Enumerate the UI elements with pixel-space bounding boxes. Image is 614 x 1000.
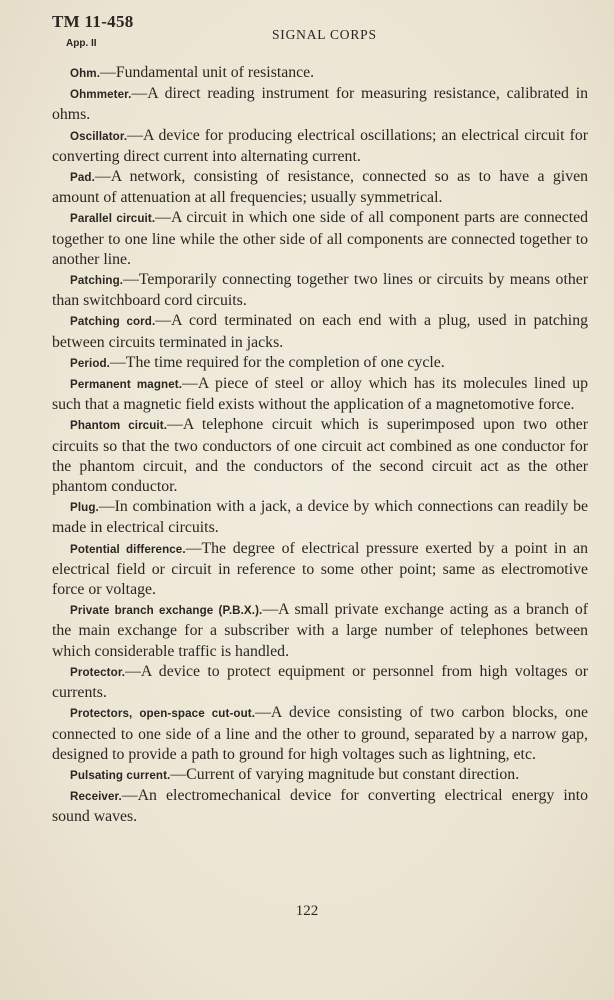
glossary-entry bbox=[52, 415, 588, 497]
glossary-entry bbox=[52, 353, 588, 374]
glossary-term: Receiver. bbox=[70, 790, 122, 804]
glossary-definition: The degree of electrical pressure exerted by a point in an electrical field or circuit in reference to some other point; same as electromotive force or voltage. bbox=[52, 539, 588, 599]
glossary-definition: The time required for the completion of one cycle. bbox=[125, 353, 445, 371]
glossary-entry bbox=[52, 600, 588, 662]
em-dash: — bbox=[155, 312, 172, 330]
glossary-entry bbox=[52, 374, 588, 415]
em-dash: — bbox=[182, 375, 198, 393]
glossary-definition: A network, consisting of resistance, connected so as to have a given amount of attenuation at all frequencies; usually symmetrical. bbox=[52, 168, 588, 207]
glossary-entry bbox=[52, 84, 588, 125]
em-dash: — bbox=[167, 416, 183, 434]
glossary-term: Ohm. bbox=[70, 67, 101, 80]
em-dash: — bbox=[131, 85, 148, 103]
glossary-definition: Temporarily connecting together two lines or circuits by means other than switchboard cord circuits. bbox=[52, 271, 588, 310]
em-dash: — bbox=[155, 209, 171, 227]
glossary-term: Private branch exchange (P.B.X.). bbox=[70, 604, 263, 618]
em-dash: — bbox=[98, 498, 115, 516]
glossary-entry bbox=[52, 539, 588, 601]
em-dash: — bbox=[127, 126, 143, 144]
em-dash: — bbox=[262, 601, 279, 619]
glossary-term: Patching. bbox=[70, 274, 124, 288]
glossary-term: Protectors, open-space cut-out. bbox=[70, 707, 256, 721]
glossary-term: Plug. bbox=[70, 501, 99, 515]
em-dash: — bbox=[110, 353, 126, 371]
glossary-entry bbox=[52, 662, 588, 703]
glossary-definition: A device consisting of two carbon blocks, one connected to one side of a line and the other to ground, separated by a narrow gap, designed to provide a path to ground for high voltages such as lightning, etc. bbox=[52, 704, 588, 763]
glossary-entry bbox=[52, 497, 588, 538]
em-dash: — bbox=[255, 704, 271, 722]
glossary-definition: A device for producing electrical oscillations; an electrical circuit for converting direct current into alternating current. bbox=[52, 126, 588, 165]
glossary-term: Pulsating current. bbox=[70, 768, 171, 782]
glossary-definition: A direct reading instrument for measuring resistance, calibrated in ohms. bbox=[52, 85, 588, 124]
glossary-entry bbox=[52, 126, 588, 167]
running-title: SIGNAL CORPS bbox=[272, 27, 377, 42]
glossary-entry bbox=[52, 311, 588, 352]
glossary-entry bbox=[52, 208, 588, 270]
glossary-definition: A piece of steel or alloy which has its molecules lined up such that a magnetic field exists without the application of a magnetomotive force. bbox=[52, 375, 589, 414]
glossary-entry bbox=[52, 63, 588, 84]
glossary-term: Potential difference. bbox=[70, 542, 186, 556]
em-dash: — bbox=[170, 765, 187, 783]
glossary-entry bbox=[52, 703, 588, 765]
em-dash: — bbox=[121, 787, 138, 805]
glossary-term: Pad. bbox=[70, 171, 95, 185]
manual-number: TM 11-458 bbox=[52, 12, 134, 31]
glossary-term: Oscillator. bbox=[70, 129, 128, 143]
glossary-definition: Current of varying magnitude but constant direction. bbox=[186, 765, 520, 783]
page-number: 122 bbox=[295, 903, 319, 919]
glossary-term: Phantom circuit. bbox=[70, 419, 168, 433]
em-dash: — bbox=[185, 539, 202, 557]
em-dash: — bbox=[94, 168, 111, 186]
em-dash: — bbox=[100, 64, 116, 81]
glossary-definition: A device to protect equipment or personnel from high voltages or currents. bbox=[52, 662, 588, 702]
glossary-term: Parallel circuit. bbox=[70, 212, 156, 226]
glossary-term: Ohmmeter. bbox=[70, 88, 132, 102]
glossary-definition: Fundamental unit of resistance. bbox=[115, 64, 315, 81]
glossary-term: Protector. bbox=[70, 665, 126, 679]
appendix-label: App. II bbox=[66, 38, 97, 49]
glossary-definition: A cord terminated on each end with a plug, used in patching between circuits terminated in jacks. bbox=[52, 312, 588, 351]
glossary-definition: A circuit in which one side of all component parts are connected together to one line while the other side of all components are connected together to another line. bbox=[52, 209, 588, 268]
glossary-entry bbox=[52, 786, 588, 827]
glossary-term: Permanent magnet. bbox=[70, 378, 183, 392]
glossary-definition: A small private exchange acting as a branch of the main exchange for a subscriber with a large number of telephones between which considerable traffic is handled. bbox=[52, 601, 588, 660]
em-dash: — bbox=[125, 662, 141, 680]
glossary-term: Patching cord. bbox=[70, 315, 156, 329]
glossary-entry bbox=[52, 167, 588, 208]
glossary-term: Period. bbox=[70, 356, 110, 370]
glossary-entry bbox=[52, 270, 588, 311]
glossary-entry bbox=[52, 765, 588, 786]
glossary-definition: An electromechanical device for converting electrical energy into sound waves. bbox=[52, 787, 588, 826]
glossary-definition: In combination with a jack, a device by which connections can readily be made in electrical circuits. bbox=[52, 498, 588, 537]
glossary-definition: A telephone circuit which is superimposed upon two other circuits so that the two conductors of one circuit act combined as one conductor for the phantom circuit, and the conductors of the second circuit act as the other phantom conductor. bbox=[52, 416, 588, 496]
em-dash: — bbox=[123, 271, 139, 289]
glossary-entries bbox=[52, 63, 588, 828]
